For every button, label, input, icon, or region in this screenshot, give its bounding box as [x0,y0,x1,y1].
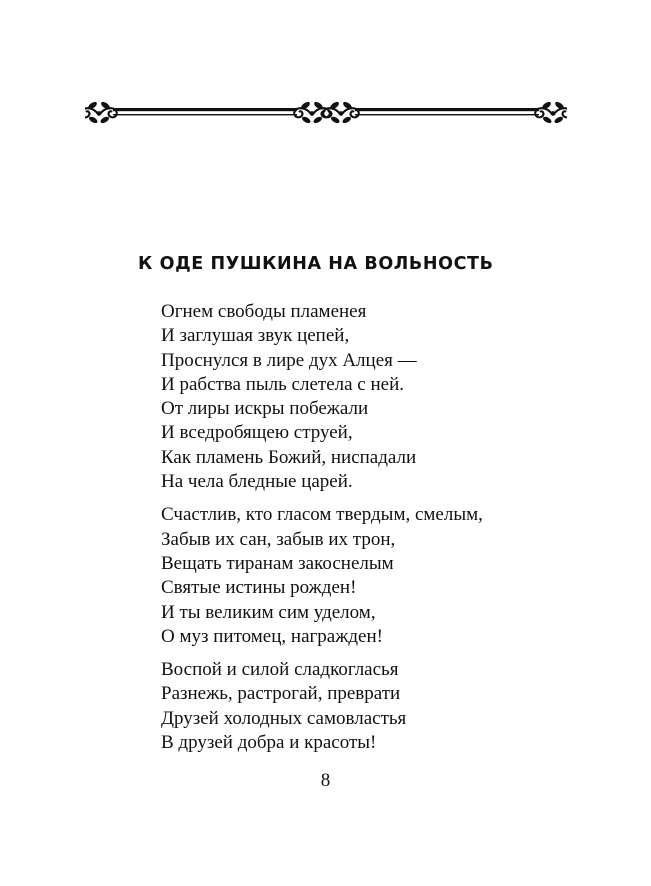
poem-line: Разнежь, растрогай, преврати [161,683,401,705]
poem-line: Счастлив, кто гласом твердым, смелым, [161,504,483,526]
poem-line: От лиры искры побежали [161,398,369,420]
poem-line: О муз питомец, награжден! [161,625,383,647]
poem-line: В друзей добра и красоты! [161,732,377,754]
stanza [161,658,483,755]
poem-line: Воспой и силой сладкогласья [161,659,399,681]
poem-body [161,300,483,764]
poem-line: На чела бледные царей. [161,471,353,493]
poem-line: Огнем свободы пламенея [161,301,367,322]
poem-title: К ОДЕ ПУШКИНА НА ВОЛЬНОСТЬ [138,254,494,274]
poem-line: Друзей холодных самовластья [161,707,407,729]
page-number: 8 [320,770,331,791]
poem-line: И заглушая звук цепей, [161,325,350,347]
poem-line: И рабства пыль слетела с ней. [161,373,404,395]
stanza [161,503,483,649]
poem-line: И ты великим сим уделом, [161,601,376,623]
poem-line: И вседробящею струей, [161,422,353,444]
poem-line: Забыв их сан, забыв их трон, [161,528,396,550]
floral-divider-icon [85,92,567,134]
poem-line: Святые истины рожден! [161,577,357,599]
poem-line: Как пламень Божий, ниспадали [161,446,417,468]
poem-line: Проснулся в лире дух Алцея — [161,349,417,371]
stanza [161,300,483,494]
poem-line: Вещать тиранам закоснелым [161,552,394,574]
